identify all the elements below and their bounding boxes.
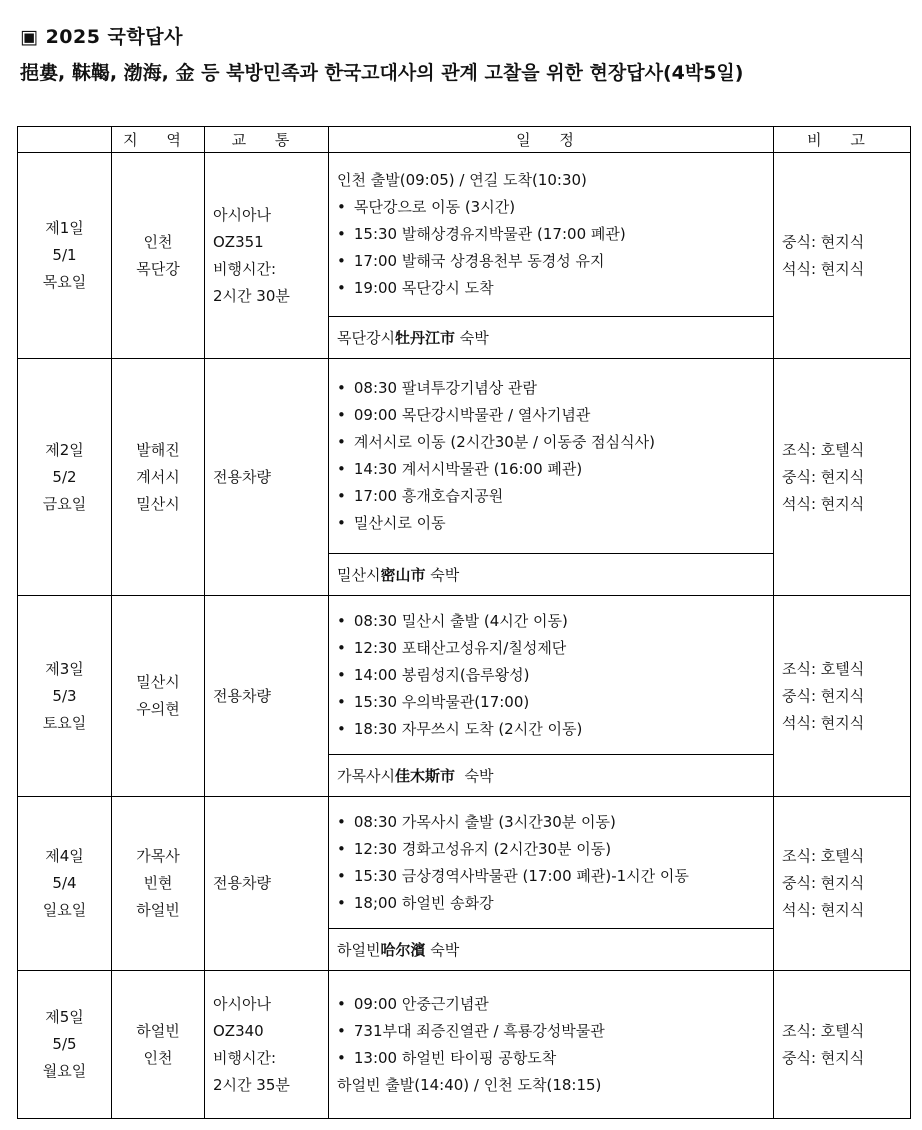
meal-note: 중식: 현지식: [782, 467, 865, 486]
meal-note: 석식: 현지식: [782, 713, 865, 732]
day-cell: [18, 971, 112, 1119]
table-row: [18, 359, 911, 554]
column-header-schedule: 일 정: [329, 127, 774, 153]
table-row: [18, 596, 911, 755]
day-line: 5/5: [52, 1035, 77, 1053]
column-header-transport: 교 통: [205, 127, 329, 153]
region-line: 발해진: [136, 440, 180, 459]
lodging-label: 숙박: [454, 767, 494, 785]
meal-note: 석식: 현지식: [782, 494, 865, 513]
transport-line: 전용차량: [213, 467, 271, 486]
meal-note: 중식: 현지식: [782, 1048, 865, 1067]
column-header-region: 지 역: [112, 127, 205, 153]
schedule-item: • 12:30 경화고성유지 (2시간30분 이동): [337, 836, 773, 863]
region-line: 계서시: [136, 467, 180, 486]
table-row: [18, 971, 911, 1119]
schedule-item: • 17:00 발해국 상경용천부 동경성 유지: [337, 248, 773, 275]
region-cell: [112, 797, 205, 971]
schedule-item: • 731부대 죄증진열관 / 흑룡강성박물관: [337, 1018, 773, 1045]
lodging-cell: [329, 755, 774, 797]
region-line: 빈현: [143, 874, 173, 892]
lodging-city: 목단강시: [337, 329, 395, 347]
transport-cell: [205, 797, 329, 971]
transport-line: OZ340: [213, 1021, 264, 1040]
notes-cell: [774, 797, 911, 971]
day-line: 제3일: [45, 659, 84, 678]
schedule-item: • 08:30 밀산시 출발 (4시간 이동): [337, 608, 773, 635]
region-line: 하얼빈: [136, 901, 180, 919]
schedule-item: • 15:30 발해상경유지박물관 (17:00 폐관): [337, 221, 773, 248]
schedule-cell: [329, 797, 774, 929]
lodging-city-hanzi: 哈尔濱: [380, 941, 426, 959]
region-line: 인천: [143, 232, 173, 251]
lodging-label: 숙박: [425, 941, 460, 959]
transport-line: 아시아나: [213, 994, 271, 1013]
notes-cell: [774, 596, 911, 797]
schedule-item: • 08:30 가목사시 출발 (3시간30분 이동): [337, 809, 773, 836]
region-line: 하얼빈: [136, 1021, 180, 1040]
notes-cell: [774, 971, 911, 1119]
lodging-city: 밀산시: [337, 566, 381, 584]
day-cell: [18, 797, 112, 971]
meal-note: 조식: 호텔식: [782, 440, 865, 459]
day-line: 일요일: [42, 901, 87, 919]
meal-note: 조식: 호텔식: [782, 659, 865, 678]
schedule-item: • 15:30 금상경역사박물관 (17:00 폐관)-1시간 이동: [337, 863, 773, 890]
lodging-label: 숙박: [425, 566, 460, 584]
meal-note: 중식: 현지식: [782, 874, 865, 892]
schedule-item: 인천 출발(09:05) / 연길 도착(10:30): [337, 171, 587, 189]
region-line: 밀산시: [136, 673, 180, 691]
transport-cell: [205, 596, 329, 797]
column-header-day: [18, 127, 112, 153]
day-line: 제2일: [45, 440, 84, 459]
meal-note: 조식: 호텔식: [782, 847, 865, 865]
day-cell: [18, 153, 112, 359]
schedule-item: • 14:00 봉림성지(읍루왕성): [337, 662, 773, 689]
schedule-item: • 14:30 계서시박물관 (16:00 폐관): [337, 456, 773, 483]
lodging-city-hanzi: 牡丹江市: [394, 329, 455, 347]
itinerary-table: [17, 126, 911, 1119]
lodging-cell: [329, 929, 774, 971]
schedule-item: • 계서시로 이동 (2시간30분 / 이동중 점심식사): [337, 429, 773, 456]
schedule-cell: [329, 971, 774, 1119]
day-line: 월요일: [42, 1062, 87, 1080]
lodging-city: 하얼빈: [337, 941, 381, 959]
region-line: 목단강: [136, 259, 180, 278]
transport-line: 2시간 30분: [213, 286, 290, 305]
schedule-cell: [329, 596, 774, 755]
transport-line: 2시간 35분: [213, 1075, 290, 1094]
table-row: [18, 153, 911, 317]
notes-cell: [774, 359, 911, 596]
day-line: 제4일: [45, 847, 84, 865]
table-header-row: [18, 127, 911, 153]
lodging-city: 가목사시: [337, 767, 395, 785]
schedule-item: 하얼빈 출발(14:40) / 인천 도착(18:15): [337, 1075, 602, 1094]
transport-line: 비행시간:: [213, 259, 277, 278]
meal-note: 중식: 현지식: [782, 232, 865, 251]
transport-line: 전용차량: [213, 874, 271, 892]
schedule-item: • 19:00 목단강시 도착: [337, 275, 773, 302]
day-line: 5/2: [52, 467, 77, 486]
day-line: 제5일: [45, 1008, 84, 1026]
transport-cell: [205, 971, 329, 1119]
lodging-city-hanzi: 密山市: [380, 566, 426, 584]
lodging-cell: [329, 554, 774, 596]
day-line: 5/4: [52, 874, 77, 892]
document-title: ▣ 2025 국학답사: [20, 26, 183, 48]
itinerary-table-body: [18, 153, 911, 1119]
day-line: 목요일: [42, 273, 87, 291]
transport-cell: [205, 359, 329, 596]
region-cell: [112, 153, 205, 359]
transport-cell: [205, 153, 329, 359]
schedule-item: • 09:00 안중근기념관: [337, 991, 773, 1018]
schedule-item: • 15:30 우의박물관(17:00): [337, 689, 773, 716]
schedule-item: • 09:00 목단강시박물관 / 열사기념관: [337, 402, 773, 429]
meal-note: 중식: 현지식: [782, 686, 865, 705]
table-row: [18, 797, 911, 929]
transport-line: OZ351: [213, 232, 264, 251]
day-line: 5/3: [52, 686, 77, 705]
meal-note: 석식: 현지식: [782, 901, 865, 919]
schedule-cell: [329, 153, 774, 317]
notes-cell: [774, 153, 911, 359]
day-cell: [18, 596, 112, 797]
schedule-item: • 밀산시로 이동: [337, 510, 773, 537]
region-line: 인천: [143, 1048, 173, 1067]
region-cell: [112, 596, 205, 797]
region-cell: [112, 971, 205, 1119]
schedule-item: • 13:00 하얼빈 타이핑 공항도착: [337, 1045, 773, 1072]
day-line: 토요일: [42, 713, 87, 732]
lodging-city-hanzi: 佳木斯市: [394, 767, 455, 785]
region-line: 가목사: [136, 847, 180, 865]
document-subtitle: 挹婁, 靺鞨, 渤海, 金 등 북방민족과 한국고대사의 관계 고찰을 위한 현장답사(4박5일): [20, 62, 744, 84]
region-cell: [112, 359, 205, 596]
transport-line: 전용차량: [213, 686, 271, 705]
schedule-item: • 18:30 자무쓰시 도착 (2시간 이동): [337, 716, 773, 743]
transport-line: 비행시간:: [213, 1048, 277, 1067]
schedule-item: • 17:00 흥개호습지공원: [337, 483, 773, 510]
column-header-notes: 비 고: [774, 127, 911, 153]
day-line: 5/1: [52, 246, 77, 264]
schedule-item: • 08:30 팔녀투강기념상 관람: [337, 375, 773, 402]
meal-note: 조식: 호텔식: [782, 1021, 865, 1040]
schedule-cell: [329, 359, 774, 554]
region-line: 밀산시: [136, 494, 180, 513]
lodging-label: 숙박: [454, 329, 489, 347]
day-line: 금요일: [42, 494, 87, 513]
lodging-cell: [329, 317, 774, 359]
schedule-item: • 목단강으로 이동 (3시간): [337, 194, 773, 221]
meal-note: 석식: 현지식: [782, 259, 865, 278]
transport-line: 아시아나: [213, 205, 271, 224]
region-line: 우의현: [136, 700, 180, 718]
schedule-item: • 18;00 하얼빈 송화강: [337, 890, 773, 917]
day-cell: [18, 359, 112, 596]
schedule-item: • 12:30 포태산고성유지/칠성제단: [337, 635, 773, 662]
day-line: 제1일: [45, 219, 84, 237]
